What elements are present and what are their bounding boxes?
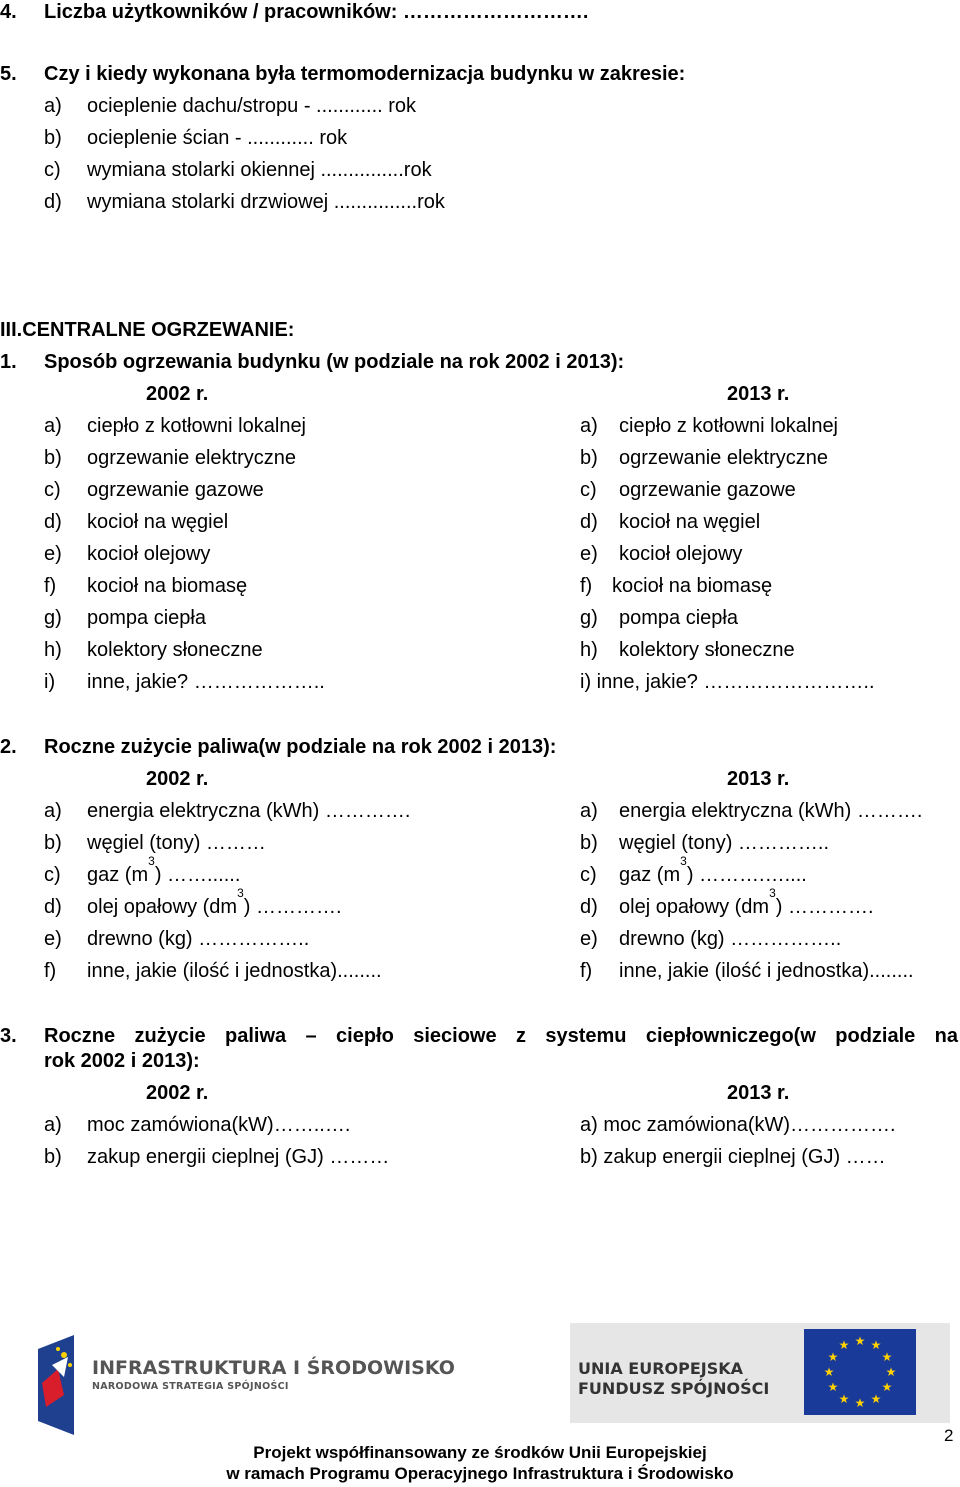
section-5-item-letter: d) (44, 191, 62, 213)
q2-right-letter: e) (580, 928, 598, 950)
section-5-item-text: wymiana stolarki drzwiowej ...............rok (87, 191, 445, 213)
section-5-item-letter: a) (44, 95, 62, 117)
q2-left-letter: b) (44, 832, 62, 854)
q2-left-item-text: olej opałowy (dm (87, 896, 238, 918)
q1-left-option: kocioł na węgiel (87, 511, 229, 533)
q2-left-item-text: gaz (m (87, 864, 149, 886)
q3-title-line1: Roczne zużycie paliwa – ciepło sieciowe z systemu ciepłowniczego(w podziale na (44, 1025, 958, 1047)
q2-left-item-superscript: 3 (237, 886, 244, 901)
svg-text:★: ★ (838, 1338, 850, 1352)
q1-right-option: pompa ciepła (619, 607, 738, 629)
q2-left-letter: c) (44, 864, 61, 886)
q2-right-letter: b) (580, 832, 598, 854)
q2-right-item-superscript: 3 (769, 886, 776, 901)
page-number: 2 (944, 1426, 954, 1445)
q2-right-item-text: węgiel (tony) ………….. (619, 832, 830, 854)
q1-left-letter: d) (44, 511, 62, 533)
q2-left-item-suffix: ) ……...... (154, 864, 241, 886)
svg-text:★: ★ (823, 1365, 835, 1379)
q2-left-item (87, 799, 410, 823)
svg-text:★: ★ (885, 1365, 897, 1379)
q2-left-item-text: energia elektryczna (kWh) …………. (87, 800, 411, 822)
q3-right-item: b) zakup energii cieplnej (GJ) …… (580, 1146, 886, 1168)
svg-text:★: ★ (854, 1334, 866, 1348)
q2-right-item-text: gaz (m (619, 864, 681, 886)
q1-left-letter: e) (44, 543, 62, 565)
q2-right-letter: a) (580, 800, 598, 822)
eu-flag-icon (804, 1329, 916, 1415)
section-5-item-text: ocieplenie dachu/stropu - ............ rok (87, 95, 417, 117)
q2-left-item-text: węgiel (tony) ……… (87, 832, 266, 854)
q2-right-item (619, 927, 841, 951)
logo-unia-europejska (570, 1323, 950, 1423)
q3-left-letter: a) (44, 1114, 62, 1136)
q3-left-item: moc zamówiona(kW)……..…. (87, 1114, 351, 1136)
q3-year-right: 2013 r. (727, 1082, 790, 1104)
svg-text:★: ★ (854, 1396, 866, 1410)
q2-right-item-text: olej opałowy (dm (619, 896, 770, 918)
q1-left-letter: f) (44, 575, 57, 597)
q1-left-option: inne, jakie? ……………….. (87, 671, 325, 693)
svg-text:★: ★ (870, 1338, 882, 1352)
q2-right-letter: f) (580, 960, 593, 982)
q2-year-left: 2002 r. (146, 768, 209, 790)
q2-right-item (619, 959, 914, 983)
logo-infrastruktura (34, 1335, 455, 1435)
q1-left-letter: i) (44, 671, 56, 693)
q3-year-left: 2002 r. (146, 1082, 209, 1104)
section-iii-title: III.CENTRALNE OGRZEWANIE: (0, 319, 295, 341)
logo-left-line1: INFRASTRUKTURA I ŚRODOWISKO (92, 1357, 455, 1379)
footer-line2: w ramach Programu Operacyjnego Infrastruktura i Środowisko (226, 1464, 734, 1483)
q2-left-letter: f) (44, 960, 57, 982)
q2-year-right: 2013 r. (727, 768, 790, 790)
q2-right-letter: c) (580, 864, 597, 886)
q1-left-option: kocioł na biomasę (87, 575, 248, 597)
q2-left-item (87, 886, 342, 919)
svg-text:★: ★ (881, 1380, 893, 1394)
section-5-item-text: ocieplenie ścian - ............ rok (87, 127, 348, 149)
q2-number: 2. (0, 736, 17, 758)
q1-right-option: kolektory słoneczne (619, 639, 795, 661)
q2-left-item (87, 854, 241, 887)
q1-right-letter: f) (580, 575, 593, 597)
q1-left-letter: b) (44, 447, 62, 469)
q1-right-option: i) inne, jakie? …………………….. (580, 671, 875, 693)
section-5-item-letter: b) (44, 127, 62, 149)
q1-left-option: pompa ciepła (87, 607, 206, 629)
q1-right-option: kocioł na węgiel (619, 511, 761, 533)
q2-left-letter: e) (44, 928, 62, 950)
q2-right-item-text: drewno (kg) …………….. (619, 928, 842, 950)
section-5-item-text: wymiana stolarki okiennej ...............rok (87, 159, 432, 181)
q2-left-item-suffix: ) …………. (243, 896, 342, 918)
q1-right-letter: a) (580, 415, 598, 437)
q1-year-left: 2002 r. (146, 383, 209, 405)
q1-right-option: kocioł olejowy (619, 543, 743, 565)
q2-right-item (619, 799, 922, 823)
q3-left-item: zakup energii cieplnej (GJ) ……… (87, 1146, 390, 1168)
q1-left-option: kolektory słoneczne (87, 639, 263, 661)
q2-right-item (619, 831, 829, 855)
q2-left-item-text: inne, jakie (ilość i jednostka)........ (87, 960, 382, 982)
q2-right-item (619, 854, 807, 887)
q1-right-letter: c) (580, 479, 597, 501)
q1-title: Sposób ogrzewania budynku (w podziale na rok 2002 i 2013): (44, 351, 625, 373)
q1-right-letter: h) (580, 639, 598, 661)
q2-left-item-text: drewno (kg) …………….. (87, 928, 310, 950)
logo-right-line1: UNIA EUROPEJSKA (578, 1359, 744, 1378)
q1-left-option: ogrzewanie elektryczne (87, 447, 296, 469)
q1-left-option: ogrzewanie gazowe (87, 479, 264, 501)
svg-text:★: ★ (827, 1350, 839, 1364)
q2-left-item-superscript: 3 (148, 854, 155, 869)
q3-title-line2: rok 2002 i 2013): (44, 1050, 200, 1072)
q3-number: 3. (0, 1025, 17, 1047)
q1-right-option: ogrzewanie elektryczne (619, 447, 828, 469)
q1-right-option: kocioł na biomasę (612, 575, 773, 597)
q2-right-item-text: energia elektryczna (kWh) ………. (619, 800, 923, 822)
q2-right-item-suffix: ) ……….….... (686, 864, 807, 886)
section-4-number: 4. (0, 1, 17, 23)
section-5-number: 5. (0, 63, 17, 85)
footer-line1: Projekt współfinansowany ze środków Unii Europejskiej (253, 1443, 707, 1462)
q1-right-letter: e) (580, 543, 598, 565)
q1-right-letter: g) (580, 607, 598, 629)
q2-right-item (619, 886, 874, 919)
q1-right-option: ciepło z kotłowni lokalnej (619, 415, 839, 437)
q2-right-item-suffix: ) …………. (775, 896, 874, 918)
q1-left-option: ciepło z kotłowni lokalnej (87, 415, 307, 437)
svg-text:★: ★ (870, 1392, 882, 1406)
svg-text:★: ★ (838, 1392, 850, 1406)
q3-left-letter: b) (44, 1146, 62, 1168)
q1-left-option: kocioł olejowy (87, 543, 211, 565)
q2-left-item (87, 927, 309, 951)
q1-left-letter: a) (44, 415, 62, 437)
logo-left-line2: NARODOWA STRATEGIA SPÓJNOŚCI (92, 1381, 289, 1392)
q2-left-item (87, 959, 382, 983)
q2-left-letter: d) (44, 896, 62, 918)
q2-right-item-superscript: 3 (680, 854, 687, 869)
q2-right-item-text: inne, jakie (ilość i jednostka)........ (619, 960, 914, 982)
q2-title: Roczne zużycie paliwa(w podziale na rok 2002 i 2013): (44, 736, 557, 758)
logo-right-line2: FUNDUSZ SPÓJNOŚCI (578, 1379, 770, 1398)
q1-left-letter: g) (44, 607, 62, 629)
section-5-title: Czy i kiedy wykonana była termomodernizacja budynku w zakresie: (44, 63, 686, 85)
q1-right-letter: b) (580, 447, 598, 469)
svg-text:★: ★ (881, 1350, 893, 1364)
q3-right-item: a) moc zamówiona(kW)……………. (580, 1114, 896, 1136)
q2-left-item (87, 831, 266, 855)
q1-right-option: ogrzewanie gazowe (619, 479, 796, 501)
q1-left-letter: c) (44, 479, 61, 501)
q1-year-right: 2013 r. (727, 383, 790, 405)
q1-left-letter: h) (44, 639, 62, 661)
section-4-text: Liczba użytkowników / pracowników: ………………………. (44, 1, 589, 23)
section-5-item-letter: c) (44, 159, 61, 181)
q1-number: 1. (0, 351, 17, 373)
q2-left-letter: a) (44, 800, 62, 822)
q2-right-letter: d) (580, 896, 598, 918)
q1-right-letter: d) (580, 511, 598, 533)
svg-text:★: ★ (827, 1380, 839, 1394)
